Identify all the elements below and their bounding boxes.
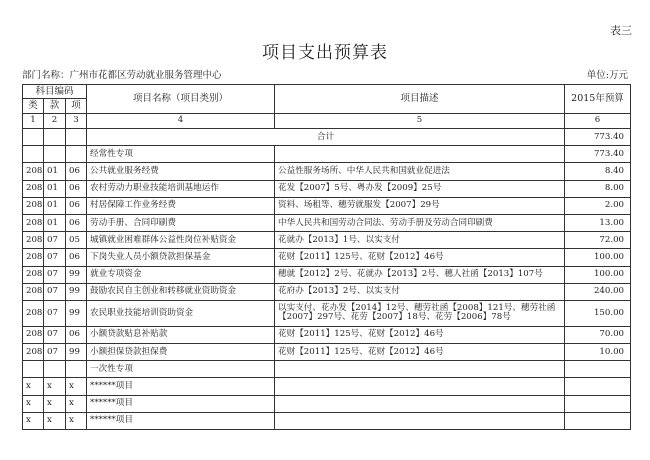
xiang-cell: 06 <box>66 326 87 343</box>
budget-value-cell: 8.00 <box>565 180 631 197</box>
table-row <box>23 180 631 197</box>
table-row <box>23 344 631 361</box>
budget-header: 2015年预算 <box>565 85 631 114</box>
recurring-label: 经常性专项 <box>87 146 275 163</box>
table-row <box>23 326 631 343</box>
kuan-cell: 07 <box>44 300 66 326</box>
project-desc-cell: 花发【2007】5号、粤办发【2009】25号 <box>275 180 565 197</box>
col-number: 1 <box>23 114 44 129</box>
budget-value-cell: 2.00 <box>565 197 631 214</box>
lei-cell: x <box>23 395 44 412</box>
lei-cell: 208 <box>23 180 44 197</box>
header-row <box>23 85 631 99</box>
project-name-cell: 就业专项资金 <box>87 266 275 283</box>
budget-value-cell: 150.00 <box>565 300 631 326</box>
onetime-row <box>23 361 631 378</box>
col-number: 5 <box>275 114 565 129</box>
total-row <box>23 129 631 146</box>
xiang-cell: 99 <box>66 300 87 326</box>
project-desc-cell: 花财【2011】125号、花财【2012】46号 <box>275 326 565 343</box>
xiang-cell: 06 <box>66 197 87 214</box>
kuan-cell: 07 <box>44 266 66 283</box>
xiang-cell: 99 <box>66 266 87 283</box>
budget-value-cell: 10.00 <box>565 344 631 361</box>
budget-value-cell: 240.00 <box>565 283 631 300</box>
empty-cell <box>565 412 631 429</box>
lei-header: 类 <box>23 99 44 114</box>
total-label: 合计 <box>87 129 565 146</box>
kuan-cell: x <box>44 395 66 412</box>
xiang-cell: 06 <box>66 214 87 231</box>
lei-cell: 208 <box>23 344 44 361</box>
kuan-cell: x <box>44 412 66 429</box>
project-desc-cell: 资料、场租等、穗劳就服发【2007】29号 <box>275 197 565 214</box>
project-desc-cell: 以实支付、花办发【2014】12号、穗劳社函【2008】121号、穗劳社函【2007】297号、花劳【2007】18号、花劳【2006】78号 <box>275 300 565 326</box>
lei-cell: 208 <box>23 300 44 326</box>
onetime-label: 一次性专项 <box>87 361 275 378</box>
department-name: 部门名称：广州市花都区劳动就业服务管理中心 <box>22 70 222 81</box>
table-row <box>23 163 631 180</box>
xiang-cell: 05 <box>66 232 87 249</box>
recurring-row <box>23 146 631 163</box>
unit-label: 单位:万元 <box>586 70 628 81</box>
empty-cell <box>275 378 565 395</box>
lei-cell: 208 <box>23 232 44 249</box>
xiang-cell: 06 <box>66 249 87 266</box>
empty-cell <box>66 361 87 378</box>
placeholder-row <box>23 378 631 395</box>
placeholder-row <box>23 395 631 412</box>
empty-cell <box>275 412 565 429</box>
project-desc-cell: 中华人民共和国劳动合同法、劳动手册及劳动合同印刷费 <box>275 214 565 231</box>
kuan-cell: 01 <box>44 214 66 231</box>
col-number: 6 <box>565 114 631 129</box>
kuan-cell: 07 <box>44 344 66 361</box>
subject-code-header: 科目编码 <box>23 85 87 99</box>
empty-cell <box>275 395 565 412</box>
kuan-cell: 01 <box>44 163 66 180</box>
lei-cell: x <box>23 378 44 395</box>
project-name-cell: ******项目 <box>87 378 275 395</box>
table-row <box>23 214 631 231</box>
project-desc-cell: 花府办【2013】2号、以实支付 <box>275 283 565 300</box>
table-row <box>23 300 631 326</box>
project-name-cell: 农村劳动力职业技能培训基地运作 <box>87 180 275 197</box>
col-number: 4 <box>87 114 275 129</box>
project-name-cell: 城镇就业困难群体公益性岗位补贴资金 <box>87 232 275 249</box>
budget-value-cell: 8.40 <box>565 163 631 180</box>
project-name-cell: 村居保障工作业务经费 <box>87 197 275 214</box>
kuan-cell: 01 <box>44 180 66 197</box>
xiang-cell: 99 <box>66 283 87 300</box>
project-name-cell: 劳动手册、合同印刷费 <box>87 214 275 231</box>
kuan-cell: 07 <box>44 283 66 300</box>
project-name-header: 项目名称（项目类别） <box>87 85 275 114</box>
lei-cell: x <box>23 412 44 429</box>
project-name-cell: 小额担保贷款担保费 <box>87 344 275 361</box>
total-value: 773.40 <box>565 129 631 146</box>
project-name-cell: 下岗失业人员小额贷款担保基金 <box>87 249 275 266</box>
xiang-cell: x <box>66 395 87 412</box>
project-name-cell: 鼓励农民自主创业和转移就业资助资金 <box>87 283 275 300</box>
col-number: 2 <box>44 114 66 129</box>
budget-value-cell: 100.00 <box>565 249 631 266</box>
lei-cell: 208 <box>23 249 44 266</box>
table-row <box>23 266 631 283</box>
lei-cell: 208 <box>23 163 44 180</box>
empty-cell <box>44 361 66 378</box>
kuan-header: 款 <box>44 99 66 114</box>
empty-cell <box>23 361 44 378</box>
table-number-label: 表三 <box>610 24 632 37</box>
empty-cell <box>565 395 631 412</box>
budget-value-cell: 13.00 <box>565 214 631 231</box>
project-name-cell: ******项目 <box>87 395 275 412</box>
budget-value-cell: 72.00 <box>565 232 631 249</box>
budget-table <box>22 84 631 430</box>
xiang-cell: 06 <box>66 163 87 180</box>
project-desc-cell: 花就办【2013】1号、以实支付 <box>275 232 565 249</box>
xiang-cell: x <box>66 412 87 429</box>
project-desc-cell: 穗就【2012】2号、花就办【2013】2号、穗人社函【2013】107号 <box>275 266 565 283</box>
budget-value-cell: 70.00 <box>565 326 631 343</box>
placeholder-row <box>23 412 631 429</box>
kuan-cell: 07 <box>44 249 66 266</box>
lei-cell: 208 <box>23 214 44 231</box>
kuan-cell: x <box>44 378 66 395</box>
col-number: 3 <box>66 114 87 129</box>
table-row <box>23 283 631 300</box>
lei-cell: 208 <box>23 326 44 343</box>
project-name-cell: 公共就业服务经费 <box>87 163 275 180</box>
column-number-row <box>23 114 631 129</box>
kuan-cell: 07 <box>44 326 66 343</box>
project-desc-cell: 花财【2011】125号、花财【2012】46号 <box>275 249 565 266</box>
project-name-cell: ******项目 <box>87 412 275 429</box>
kuan-cell: 07 <box>44 232 66 249</box>
empty-cell <box>275 361 565 378</box>
budget-value-cell: 100.00 <box>565 266 631 283</box>
empty-cell <box>565 378 631 395</box>
xiang-cell: 99 <box>66 344 87 361</box>
empty-cell <box>565 361 631 378</box>
recurring-value: 773.40 <box>565 146 631 163</box>
xiang-header: 项 <box>66 99 87 114</box>
table-row <box>23 197 631 214</box>
project-desc-cell: 公益性服务场所、中华人民共和国就业促进法 <box>275 163 565 180</box>
lei-cell: 208 <box>23 266 44 283</box>
table-row <box>23 232 631 249</box>
xiang-cell: 06 <box>66 180 87 197</box>
project-desc-header: 项目描述 <box>275 85 565 114</box>
project-name-cell: 农民职业技能培训资助资金 <box>87 300 275 326</box>
page-title: 项目支出预算表 <box>262 43 388 63</box>
lei-cell: 208 <box>23 283 44 300</box>
table-row <box>23 249 631 266</box>
xiang-cell: x <box>66 378 87 395</box>
project-name-cell: 小额贷款贴息补贴款 <box>87 326 275 343</box>
kuan-cell: 01 <box>44 197 66 214</box>
project-desc-cell: 花财【2011】125号、花财【2012】46号 <box>275 344 565 361</box>
lei-cell: 208 <box>23 197 44 214</box>
